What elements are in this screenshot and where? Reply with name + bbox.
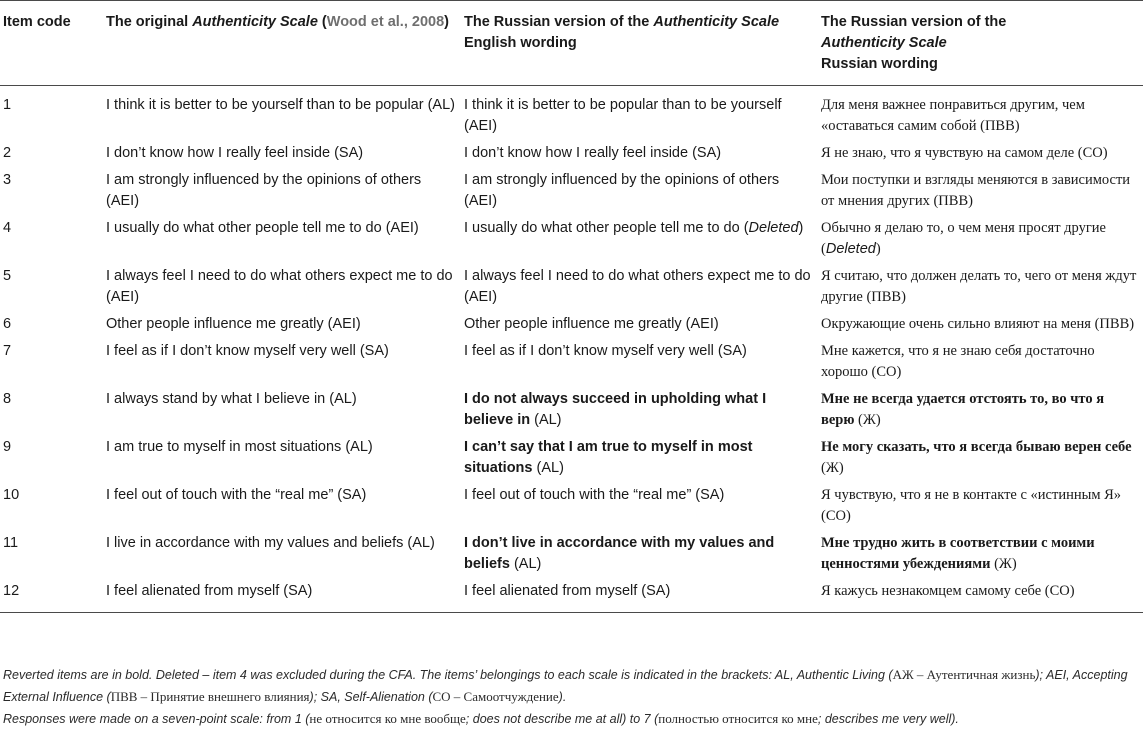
english-wording-text: I am strongly influenced by the opinions of others (AEI) xyxy=(464,172,780,209)
item-code: 11 xyxy=(3,535,19,551)
english-wording-text: I feel out of touch with the “real me” (SA) xyxy=(464,487,725,503)
russian-wording-reverted-text: Мне трудно жить в соответствии с моими ценностями убеждениями xyxy=(821,535,1095,572)
item-code-cell xyxy=(0,215,103,263)
footnote-scales-ru-3: СО – Самоотчуждение xyxy=(432,689,559,704)
table-header xyxy=(0,1,1143,86)
original-item-text: I don’t know how I really feel inside (SA) xyxy=(106,145,364,161)
russian-wording-deleted-marker: Deleted xyxy=(825,241,876,257)
english-wording-cell xyxy=(461,530,818,578)
english-wording-text: (AL) xyxy=(530,412,562,428)
header-russian-english-scale: Authenticity Scale xyxy=(653,14,780,30)
footnote-scales-ru-1: АЖ – Аутентичная жизнь xyxy=(892,667,1036,682)
footnote-scales-text-b: ); AEI, Accepting External Influence ( xyxy=(3,668,1128,704)
english-wording-cell xyxy=(461,434,818,482)
item-code: 5 xyxy=(3,268,12,284)
original-item-text: I usually do what other people tell me to do (AEI) xyxy=(106,220,419,236)
russian-wording-text: Я не знаю, что я чувствую на самом деле (СО) xyxy=(821,145,1108,161)
footnote-scales xyxy=(3,664,1139,708)
footnote-responses-text-c: ; describes me very well). xyxy=(817,712,959,726)
english-wording-cell xyxy=(461,311,818,338)
english-wording-text: Other people influence me greatly (AEI) xyxy=(464,316,719,332)
table-body xyxy=(0,86,1143,613)
english-wording-cell xyxy=(461,482,818,530)
original-item-cell xyxy=(103,530,461,578)
footnote-scales-text-d: ). xyxy=(558,690,567,704)
english-wording-cell xyxy=(461,215,818,263)
item-code: 4 xyxy=(3,220,12,236)
footnote-scales-ru-2: ПВВ – Принятие внешнего влияния xyxy=(110,689,310,704)
english-wording-cell xyxy=(461,86,818,141)
item-code-cell xyxy=(0,530,103,578)
russian-wording-text: Я кажусь незнакомцем самому себе (СО) xyxy=(821,583,1075,599)
english-wording-reverted-text: I can’t say that I am true to myself in most situations xyxy=(464,439,753,476)
header-item-code xyxy=(0,1,103,86)
russian-wording-cell xyxy=(818,86,1143,141)
original-item-text: I feel as if I don’t know myself very well (SA) xyxy=(106,343,389,359)
english-wording-text: (AL) xyxy=(509,556,542,572)
russian-wording-paren-close: ) xyxy=(875,241,881,257)
russian-wording-cell xyxy=(818,140,1143,167)
russian-wording-cell xyxy=(818,578,1143,613)
original-item-cell xyxy=(103,140,461,167)
table-row xyxy=(0,311,1143,338)
english-wording-cell xyxy=(461,263,818,311)
item-code: 12 xyxy=(3,583,20,599)
russian-wording-cell xyxy=(818,434,1143,482)
english-wording-deleted-marker: Deleted xyxy=(748,220,799,236)
original-item-text: I am true to myself in most situations (AL) xyxy=(106,439,373,455)
original-item-cell xyxy=(103,434,461,482)
russian-wording-paren-open: ( xyxy=(821,241,826,257)
item-code-cell xyxy=(0,482,103,530)
english-wording-text: I usually do what other people tell me to do xyxy=(464,220,740,236)
english-wording-cell xyxy=(461,338,818,386)
original-item-text: I always feel I need to do what others expect me to do (AEI) xyxy=(106,268,453,305)
russian-wording-text: (Ж) xyxy=(854,412,881,428)
item-code: 2 xyxy=(3,145,12,161)
table-row xyxy=(0,434,1143,482)
item-code-cell xyxy=(0,434,103,482)
item-code: 3 xyxy=(3,172,12,188)
russian-wording-text: (Ж) xyxy=(990,556,1017,572)
item-code-cell xyxy=(0,167,103,215)
footnote-responses-text-a: Responses were made on a seven-point scale: from 1 ( xyxy=(3,712,310,726)
russian-wording-cell xyxy=(818,386,1143,434)
russian-wording-cell xyxy=(818,530,1143,578)
header-original-citation-link[interactable]: Wood et al., 2008 xyxy=(326,14,445,30)
original-item-cell xyxy=(103,263,461,311)
header-original xyxy=(103,1,461,86)
russian-wording-text: Я считаю, что должен делать то, чего от меня ждут другие (ПВВ) xyxy=(821,268,1137,305)
header-row xyxy=(0,1,1143,86)
footnote-scales-text-a: Reverted items are in bold. Deleted – item 4 was excluded during the CFA. The items’ belongings to each scale is indicated in the brackets: AL, Authentic Living ( xyxy=(3,668,893,682)
footnote-responses-ru-1: не относится ко мне вообще xyxy=(309,711,466,726)
item-code: 8 xyxy=(3,391,12,407)
russian-wording-cell xyxy=(818,311,1143,338)
russian-wording-text: Окружающие очень сильно влияют на меня (ПВВ) xyxy=(821,316,1135,332)
original-item-cell xyxy=(103,338,461,386)
russian-wording-text: Мои поступки и взгляды меняются в зависимости от мнения других (ПВВ) xyxy=(821,172,1131,209)
russian-wording-text: Мне кажется, что я не знаю себя достаточно хорошо (СО) xyxy=(821,343,1095,380)
original-item-cell xyxy=(103,215,461,263)
item-code-cell xyxy=(0,86,103,141)
table-row xyxy=(0,578,1143,613)
original-item-text: I always stand by what I believe in (AL) xyxy=(106,391,357,407)
table-row xyxy=(0,263,1143,311)
footnote-scales-text-c: ); SA, Self-Alienation ( xyxy=(309,690,433,704)
item-code-cell xyxy=(0,578,103,613)
table-row xyxy=(0,482,1143,530)
original-item-cell xyxy=(103,311,461,338)
english-wording-reverted-text: I don’t live in accordance with my values and beliefs xyxy=(464,535,775,572)
original-item-cell xyxy=(103,167,461,215)
table-row xyxy=(0,86,1143,141)
english-wording-text: I don’t know how I really feel inside (SA) xyxy=(464,145,722,161)
item-code-cell xyxy=(0,263,103,311)
russian-wording-text: (Ж) xyxy=(821,460,844,476)
russian-wording-cell xyxy=(818,263,1143,311)
item-code-cell xyxy=(0,386,103,434)
header-original-prefix: The original xyxy=(106,14,193,30)
header-original-scale: Authenticity Scale xyxy=(192,14,318,30)
original-item-text: I live in accordance with my values and beliefs (AL) xyxy=(106,535,435,551)
original-item-cell xyxy=(103,386,461,434)
item-code: 9 xyxy=(3,439,12,455)
russian-wording-cell xyxy=(818,482,1143,530)
table-row xyxy=(0,215,1143,263)
header-russian-russian-subtitle: Russian wording xyxy=(821,56,938,72)
item-code: 7 xyxy=(3,343,12,359)
header-russian-english xyxy=(461,1,818,86)
table-footnotes xyxy=(3,664,1139,730)
english-wording-cell xyxy=(461,386,818,434)
russian-wording-text: Для меня важнее понравиться другим, чем «оставаться самим собой (ПВВ) xyxy=(821,97,1085,134)
original-item-cell xyxy=(103,578,461,613)
english-wording-text: (AL) xyxy=(532,460,564,476)
item-code-cell xyxy=(0,140,103,167)
english-wording-cell xyxy=(461,167,818,215)
footnote-responses xyxy=(3,708,1139,730)
header-russian-russian-prefix: The Russian version of the xyxy=(821,14,1007,30)
item-code: 10 xyxy=(3,487,20,503)
russian-wording-reverted-text: Не могу сказать, что я всегда бываю верен себе xyxy=(821,439,1132,455)
english-wording-paren-close: ) xyxy=(798,220,804,236)
original-item-cell xyxy=(103,482,461,530)
header-russian-english-subtitle: English wording xyxy=(464,35,577,51)
original-item-text: I think it is better to be yourself than to be popular (AL) xyxy=(106,97,455,113)
russian-wording-cell xyxy=(818,215,1143,263)
english-wording-reverted-text: I do not always succeed in upholding what I believe in xyxy=(464,391,767,428)
original-item-text: I feel out of touch with the “real me” (SA) xyxy=(106,487,367,503)
header-russian-russian-scale: Authenticity Scale xyxy=(821,35,947,51)
original-item-text: I am strongly influenced by the opinions of others (AEI) xyxy=(106,172,422,209)
table-row xyxy=(0,140,1143,167)
english-wording-cell xyxy=(461,140,818,167)
russian-wording-cell xyxy=(818,338,1143,386)
english-wording-paren-open: ( xyxy=(739,220,749,236)
item-code-cell xyxy=(0,311,103,338)
item-code: 6 xyxy=(3,316,12,332)
header-original-sep: ( xyxy=(317,14,327,30)
russian-wording-reverted-text: Мне не всегда удается отстоять то, во что я верю xyxy=(821,391,1105,428)
english-wording-cell xyxy=(461,578,818,613)
russian-wording-cell xyxy=(818,167,1143,215)
item-code-cell xyxy=(0,338,103,386)
original-item-text: Other people influence me greatly (AEI) xyxy=(106,316,361,332)
original-item-cell xyxy=(103,86,461,141)
english-wording-text: I feel alienated from myself (SA) xyxy=(464,583,671,599)
english-wording-text: I feel as if I don’t know myself very well (SA) xyxy=(464,343,747,359)
footnote-responses-ru-2: полностью относится ко мне xyxy=(658,711,818,726)
header-russian-english-prefix: The Russian version of the xyxy=(464,14,654,30)
table-row xyxy=(0,386,1143,434)
header-original-suffix: ) xyxy=(444,14,449,30)
original-item-text: I feel alienated from myself (SA) xyxy=(106,583,313,599)
item-code: 1 xyxy=(3,97,12,113)
header-russian-russian xyxy=(818,1,1143,86)
english-wording-text: I always feel I need to do what others expect me to do (AEI) xyxy=(464,268,811,305)
header-item-code-label: Item code xyxy=(3,14,71,30)
russian-wording-text: Обычно я делаю то, о чем меня просят другие xyxy=(821,220,1106,236)
russian-wording-text: Я чувствую, что я не в контакте с «истинным Я» (СО) xyxy=(821,487,1122,524)
table-row xyxy=(0,167,1143,215)
table-row xyxy=(0,338,1143,386)
english-wording-text: I think it is better to be popular than to be yourself (AEI) xyxy=(464,97,782,134)
footnote-responses-text-b: ; does not describe me at all) to 7 ( xyxy=(465,712,659,726)
table-row xyxy=(0,530,1143,578)
